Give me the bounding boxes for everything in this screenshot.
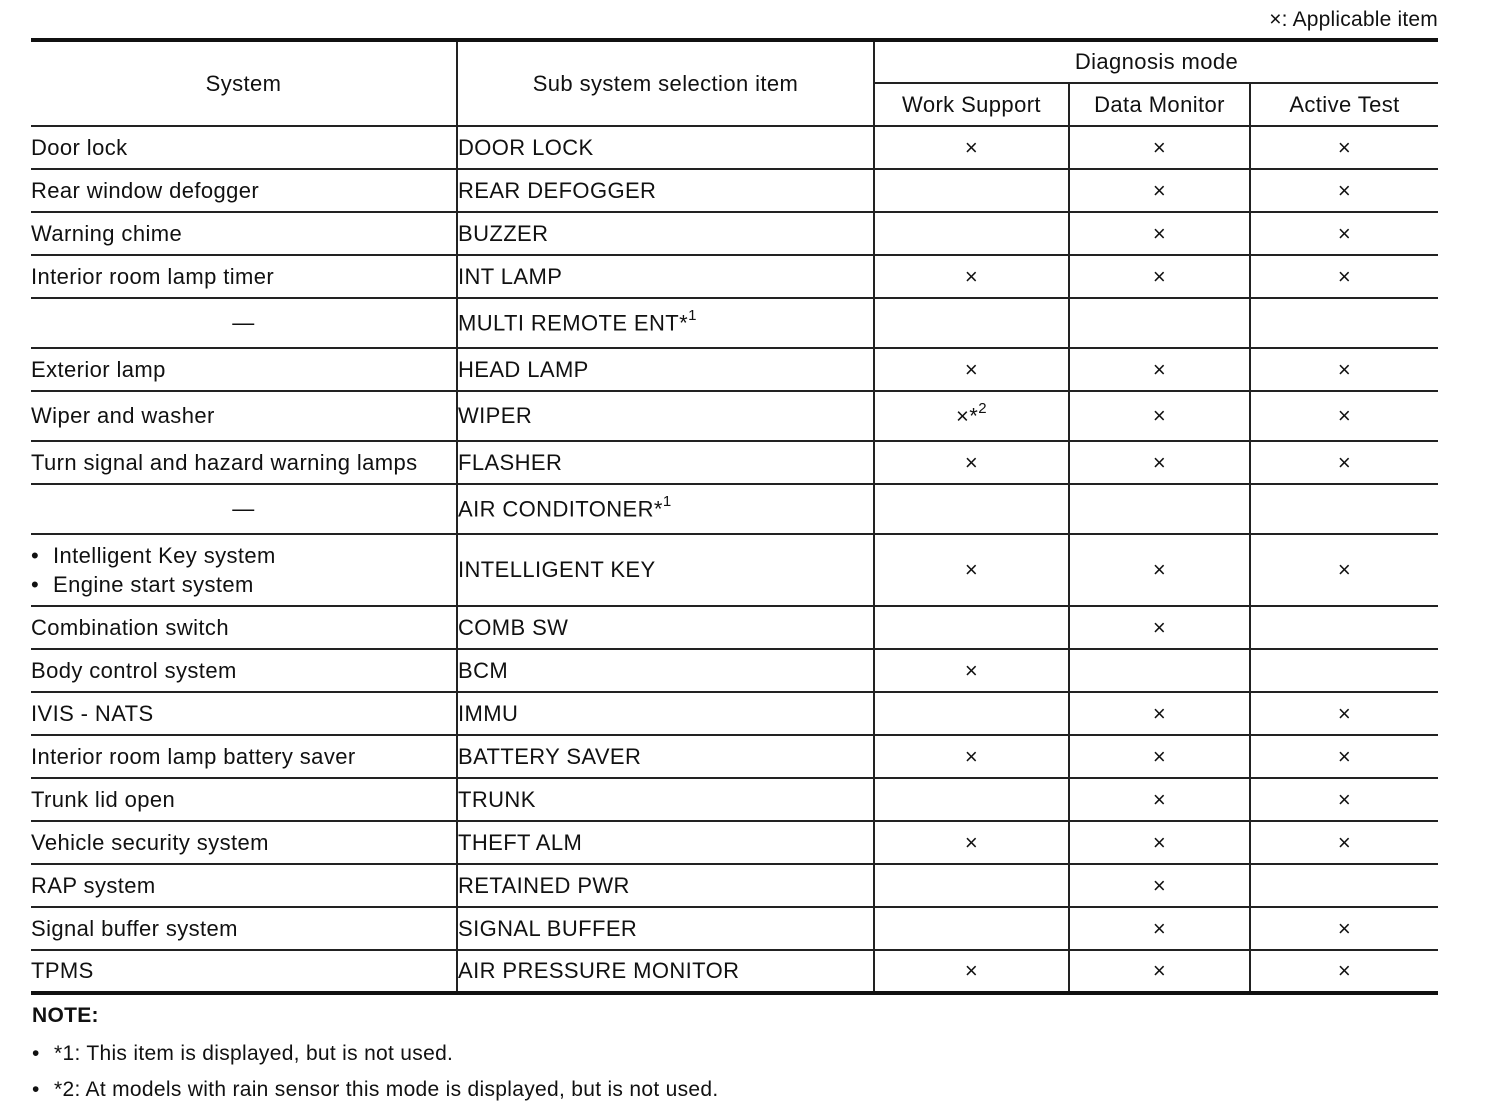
applicable-mark: × <box>1152 403 1167 428</box>
sub-system-cell <box>457 950 874 993</box>
active-test-cell <box>1250 169 1438 212</box>
applicable-mark: × <box>1337 356 1352 382</box>
system-cell: Vehicle security system <box>31 821 457 864</box>
applicable-mark: × <box>1337 403 1352 428</box>
sub-system-cell <box>457 298 874 348</box>
table-row <box>31 534 1438 606</box>
sub-system-cell <box>457 821 874 864</box>
system-cell: Rear window defogger <box>31 169 457 212</box>
sub-system-cell <box>457 692 874 735</box>
sub-system-cell <box>457 907 874 950</box>
applicable-mark: × <box>1152 220 1167 246</box>
sub-system-cell <box>457 649 874 692</box>
table-row <box>31 212 1438 255</box>
work-support-cell <box>874 441 1069 484</box>
work-support-cell <box>874 950 1069 993</box>
applicable-mark: × <box>1152 177 1167 203</box>
applicable-mark: × <box>964 134 979 160</box>
header-active-test: Active Test <box>1250 83 1438 126</box>
table-row <box>31 692 1438 735</box>
applicable-mark: × <box>964 557 979 582</box>
system-cell: Trunk lid open <box>31 778 457 821</box>
sub-system-cell <box>457 606 874 649</box>
active-test-cell <box>1250 778 1438 821</box>
data-monitor-cell <box>1069 255 1250 298</box>
applicable-mark: × <box>1337 743 1352 769</box>
sub-system-name: FLASHER <box>458 449 563 475</box>
sub-system-name: BCM <box>458 657 509 683</box>
table-row <box>31 126 1438 169</box>
applicable-mark: × <box>964 449 979 475</box>
note-text: *2: At models with rain sensor this mode is displayed, but is not used. <box>54 1078 719 1101</box>
header-system: System <box>31 40 457 126</box>
active-test-cell <box>1250 606 1438 649</box>
sub-system-cell <box>457 391 874 441</box>
applicable-mark: × <box>1152 557 1167 582</box>
applicable-mark: × <box>1152 263 1167 289</box>
system-cell <box>31 534 457 606</box>
active-test-cell <box>1250 950 1438 993</box>
sub-system-cell <box>457 348 874 391</box>
sub-system-cell <box>457 735 874 778</box>
sub-system-name: INT LAMP <box>458 263 563 289</box>
system-name: Engine start system <box>53 572 254 597</box>
data-monitor-cell <box>1069 778 1250 821</box>
applicable-mark: × <box>1152 356 1167 382</box>
table-body <box>31 126 1438 993</box>
work-support-cell <box>874 907 1069 950</box>
system-cell: Exterior lamp <box>31 348 457 391</box>
system-cell: Turn signal and hazard warning lamps <box>31 441 457 484</box>
sub-system-name: TRUNK <box>458 786 536 812</box>
table-row <box>31 441 1438 484</box>
sub-system-name: AIR PRESSURE MONITOR <box>458 958 740 983</box>
work-support-cell <box>874 348 1069 391</box>
sub-system-name: MULTI REMOTE ENT* <box>458 310 689 336</box>
applicable-mark: ×* <box>956 403 979 429</box>
applicable-mark: × <box>1337 958 1352 983</box>
system-bullet-list <box>31 541 456 599</box>
applicable-mark: × <box>964 657 979 683</box>
table-row <box>31 821 1438 864</box>
system-cell: Interior room lamp timer <box>31 255 457 298</box>
data-monitor-cell <box>1069 950 1250 993</box>
system-cell: Body control system <box>31 649 457 692</box>
table-row <box>31 778 1438 821</box>
work-support-cell <box>874 126 1069 169</box>
active-test-cell <box>1250 391 1438 441</box>
table-row <box>31 169 1438 212</box>
applicable-mark: × <box>1152 449 1167 475</box>
work-support-cell <box>874 298 1069 348</box>
work-support-cell <box>874 821 1069 864</box>
sub-system-cell <box>457 864 874 907</box>
table-row <box>31 255 1438 298</box>
table-row <box>31 484 1438 534</box>
active-test-cell <box>1250 441 1438 484</box>
sub-system-name: BUZZER <box>458 220 549 246</box>
active-test-cell <box>1250 484 1438 534</box>
sub-system-cell <box>457 441 874 484</box>
work-support-cell <box>874 735 1069 778</box>
work-support-cell <box>874 534 1069 606</box>
header-sub-system: Sub system selection item <box>457 40 874 126</box>
data-monitor-cell <box>1069 169 1250 212</box>
sub-system-cell <box>457 534 874 606</box>
active-test-cell <box>1250 298 1438 348</box>
sub-system-name: IMMU <box>458 700 519 726</box>
system-cell: TPMS <box>31 950 457 993</box>
system-bullet-item <box>31 570 456 599</box>
applicable-mark: × <box>964 958 979 983</box>
work-support-cell <box>874 255 1069 298</box>
work-support-cell <box>874 778 1069 821</box>
applicable-mark: × <box>1152 915 1167 941</box>
system-bullet-item <box>31 541 456 570</box>
data-monitor-cell <box>1069 907 1250 950</box>
data-monitor-cell <box>1069 864 1250 907</box>
applicable-mark: × <box>1337 134 1352 160</box>
sub-system-cell <box>457 255 874 298</box>
active-test-cell <box>1250 212 1438 255</box>
sub-system-name: COMB SW <box>458 614 569 640</box>
active-test-cell <box>1250 348 1438 391</box>
note-bullet: • <box>32 1042 40 1065</box>
work-support-cell <box>874 169 1069 212</box>
table-row <box>31 391 1438 441</box>
applicable-mark: × <box>1152 743 1167 769</box>
data-monitor-cell <box>1069 534 1250 606</box>
footnote-superscript: 1 <box>662 493 672 511</box>
diagnosis-mode-table <box>31 38 1438 995</box>
applicable-mark: × <box>1337 177 1352 203</box>
applicable-mark: × <box>1152 872 1167 898</box>
system-cell: Door lock <box>31 126 457 169</box>
sub-system-name: RETAINED PWR <box>458 872 630 898</box>
data-monitor-cell <box>1069 298 1250 348</box>
table-row <box>31 864 1438 907</box>
notes-section <box>32 1004 718 1114</box>
system-name: Intelligent Key system <box>53 543 276 568</box>
note-text: *1: This item is displayed, but is not used. <box>54 1042 454 1065</box>
sub-system-name: DOOR LOCK <box>458 134 594 160</box>
sub-system-name: BATTERY SAVER <box>458 743 642 769</box>
system-cell: Combination switch <box>31 606 457 649</box>
note-bullet: • <box>32 1078 40 1101</box>
active-test-cell <box>1250 534 1438 606</box>
table-row <box>31 735 1438 778</box>
table-row <box>31 298 1438 348</box>
work-support-cell <box>874 692 1069 735</box>
applicable-mark: × <box>1337 915 1352 941</box>
applicable-mark: × <box>1337 449 1352 475</box>
applicable-mark: × <box>1337 220 1352 246</box>
data-monitor-cell <box>1069 692 1250 735</box>
system-cell: Warning chime <box>31 212 457 255</box>
sub-system-name: REAR DEFOGGER <box>458 177 657 203</box>
table-row <box>31 950 1438 993</box>
applicable-mark: × <box>964 743 979 769</box>
footnote-superscript: 1 <box>688 307 697 325</box>
active-test-cell <box>1250 126 1438 169</box>
system-cell: Wiper and washer <box>31 391 457 441</box>
sub-system-cell <box>457 169 874 212</box>
data-monitor-cell <box>1069 348 1250 391</box>
data-monitor-cell <box>1069 126 1250 169</box>
system-cell: Signal buffer system <box>31 907 457 950</box>
work-support-cell <box>874 212 1069 255</box>
data-monitor-cell <box>1069 484 1250 534</box>
applicable-mark: × <box>964 263 979 289</box>
applicable-mark: × <box>1337 700 1352 726</box>
table-row <box>31 907 1438 950</box>
notes-title: NOTE: <box>32 1004 99 1027</box>
header-work-support: Work Support <box>874 83 1069 126</box>
system-cell: IVIS - NATS <box>31 692 457 735</box>
system-cell: — <box>31 298 457 348</box>
applicable-mark: × <box>1337 557 1352 582</box>
data-monitor-cell <box>1069 441 1250 484</box>
bullet: • <box>31 543 40 568</box>
applicable-mark: × <box>1337 263 1352 289</box>
system-cell: Interior room lamp battery saver <box>31 735 457 778</box>
data-monitor-cell <box>1069 735 1250 778</box>
bullet: • <box>31 572 40 597</box>
sub-system-name: WIPER <box>458 403 533 428</box>
applicable-mark: × <box>964 829 979 855</box>
header-diagnosis-mode: Diagnosis mode <box>874 40 1438 83</box>
sub-system-name: SIGNAL BUFFER <box>458 915 638 941</box>
applicable-item-legend: ×: Applicable item <box>1269 8 1438 31</box>
active-test-cell <box>1250 255 1438 298</box>
sub-system-cell <box>457 778 874 821</box>
applicable-mark: × <box>1152 614 1167 640</box>
active-test-cell <box>1250 649 1438 692</box>
work-support-cell <box>874 864 1069 907</box>
applicable-mark: × <box>1337 786 1352 812</box>
table-row <box>31 606 1438 649</box>
sub-system-name: AIR CONDITONER* <box>458 496 663 522</box>
table-row <box>31 649 1438 692</box>
note-line <box>32 1042 718 1066</box>
applicable-mark: × <box>1152 700 1167 726</box>
work-support-cell <box>874 649 1069 692</box>
header-data-monitor: Data Monitor <box>1069 83 1250 126</box>
applicable-mark: × <box>1152 829 1167 855</box>
sub-system-name: INTELLIGENT KEY <box>458 557 656 582</box>
sub-system-name: THEFT ALM <box>458 829 583 855</box>
active-test-cell <box>1250 907 1438 950</box>
applicable-mark: × <box>1337 829 1352 855</box>
active-test-cell <box>1250 864 1438 907</box>
data-monitor-cell <box>1069 821 1250 864</box>
data-monitor-cell <box>1069 391 1250 441</box>
table-row <box>31 348 1438 391</box>
applicable-mark: × <box>1152 958 1167 983</box>
applicable-mark: × <box>964 356 979 382</box>
footnote-superscript: 2 <box>978 400 987 418</box>
note-line <box>32 1078 718 1102</box>
applicable-mark: × <box>1152 786 1167 812</box>
sub-system-cell <box>457 212 874 255</box>
data-monitor-cell <box>1069 649 1250 692</box>
system-cell: RAP system <box>31 864 457 907</box>
sub-system-name: HEAD LAMP <box>458 356 589 382</box>
sub-system-cell <box>457 126 874 169</box>
active-test-cell <box>1250 735 1438 778</box>
sub-system-cell <box>457 484 874 534</box>
applicable-mark: × <box>1152 134 1167 160</box>
work-support-cell <box>874 606 1069 649</box>
work-support-cell <box>874 484 1069 534</box>
data-monitor-cell <box>1069 606 1250 649</box>
data-monitor-cell <box>1069 212 1250 255</box>
active-test-cell <box>1250 692 1438 735</box>
work-support-cell <box>874 391 1069 441</box>
system-cell: — <box>31 484 457 534</box>
active-test-cell <box>1250 821 1438 864</box>
